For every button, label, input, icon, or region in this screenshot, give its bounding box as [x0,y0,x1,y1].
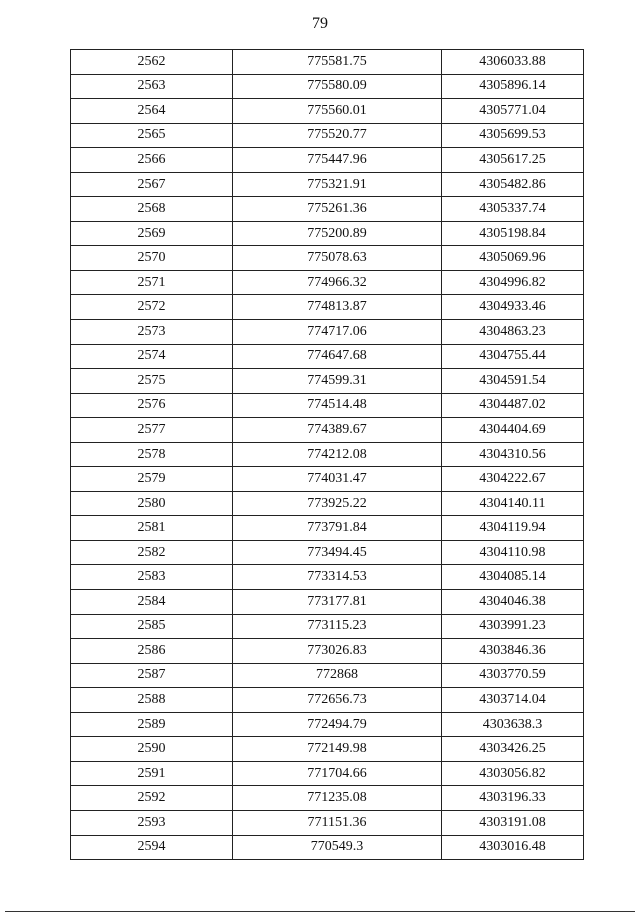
point-id-cell: 2573 [71,320,233,345]
x-coordinate-cell: 775321.91 [233,172,442,197]
table-row [71,369,584,394]
table-row [71,344,584,369]
table-row [71,320,584,345]
point-id-cell: 2575 [71,369,233,394]
point-id-cell: 2572 [71,295,233,320]
y-coordinate-cell: 4305771.04 [442,99,584,124]
point-id-cell: 2587 [71,663,233,688]
point-id-cell: 2593 [71,810,233,835]
table-row [71,99,584,124]
y-coordinate-cell: 4305337.74 [442,197,584,222]
x-coordinate-cell: 774212.08 [233,442,442,467]
table-row [71,786,584,811]
x-coordinate-cell: 774813.87 [233,295,442,320]
table-row [71,688,584,713]
y-coordinate-cell: 4303426.25 [442,737,584,762]
point-id-cell: 2579 [71,467,233,492]
x-coordinate-cell: 773791.84 [233,516,442,541]
x-coordinate-cell: 775560.01 [233,99,442,124]
y-coordinate-cell: 4304085.14 [442,565,584,590]
table-row [71,663,584,688]
y-coordinate-cell: 4304046.38 [442,590,584,615]
x-coordinate-cell: 770549.3 [233,835,442,860]
x-coordinate-cell: 774647.68 [233,344,442,369]
point-id-cell: 2577 [71,418,233,443]
point-id-cell: 2581 [71,516,233,541]
point-id-cell: 2583 [71,565,233,590]
x-coordinate-cell: 773925.22 [233,491,442,516]
point-id-cell: 2570 [71,246,233,271]
y-coordinate-cell: 4304404.69 [442,418,584,443]
y-coordinate-cell: 4304933.46 [442,295,584,320]
y-coordinate-cell: 4304140.11 [442,491,584,516]
x-coordinate-cell: 771235.08 [233,786,442,811]
point-id-cell: 2562 [71,50,233,75]
y-coordinate-cell: 4304222.67 [442,467,584,492]
point-id-cell: 2564 [71,99,233,124]
y-coordinate-cell: 4304310.56 [442,442,584,467]
point-id-cell: 2592 [71,786,233,811]
point-id-cell: 2591 [71,761,233,786]
x-coordinate-cell: 774717.06 [233,320,442,345]
table-row [71,467,584,492]
point-id-cell: 2574 [71,344,233,369]
x-coordinate-cell: 774514.48 [233,393,442,418]
x-coordinate-cell: 774389.67 [233,418,442,443]
y-coordinate-cell: 4304591.54 [442,369,584,394]
table-row [71,74,584,99]
y-coordinate-cell: 4304110.98 [442,540,584,565]
x-coordinate-cell: 771704.66 [233,761,442,786]
x-coordinate-cell: 775520.77 [233,123,442,148]
coordinate-table-body [71,50,584,860]
table-row [71,221,584,246]
table-row [71,50,584,75]
table-row [71,614,584,639]
point-id-cell: 2568 [71,197,233,222]
table-row [71,712,584,737]
y-coordinate-cell: 4305699.53 [442,123,584,148]
table-row [71,197,584,222]
table-row [71,540,584,565]
table-row [71,442,584,467]
point-id-cell: 2590 [71,737,233,762]
x-coordinate-cell: 773177.81 [233,590,442,615]
table-row [71,418,584,443]
point-id-cell: 2594 [71,835,233,860]
y-coordinate-cell: 4303770.59 [442,663,584,688]
table-row [71,810,584,835]
table-row [71,761,584,786]
x-coordinate-cell: 774031.47 [233,467,442,492]
x-coordinate-cell: 775261.36 [233,197,442,222]
table-row [71,148,584,173]
table-row [71,172,584,197]
y-coordinate-cell: 4303714.04 [442,688,584,713]
point-id-cell: 2565 [71,123,233,148]
y-coordinate-cell: 4303191.08 [442,810,584,835]
y-coordinate-cell: 4303056.82 [442,761,584,786]
point-id-cell: 2586 [71,639,233,664]
point-id-cell: 2580 [71,491,233,516]
table-row [71,590,584,615]
point-id-cell: 2571 [71,270,233,295]
y-coordinate-cell: 4303016.48 [442,835,584,860]
table-row [71,639,584,664]
x-coordinate-cell: 772868 [233,663,442,688]
y-coordinate-cell: 4305482.86 [442,172,584,197]
y-coordinate-cell: 4304755.44 [442,344,584,369]
table-row [71,516,584,541]
table-row [71,565,584,590]
x-coordinate-cell: 774599.31 [233,369,442,394]
y-coordinate-cell: 4304863.23 [442,320,584,345]
y-coordinate-cell: 4303991.23 [442,614,584,639]
x-coordinate-cell: 772656.73 [233,688,442,713]
table-row [71,295,584,320]
table-row [71,270,584,295]
y-coordinate-cell: 4304119.94 [442,516,584,541]
point-id-cell: 2588 [71,688,233,713]
x-coordinate-cell: 774966.32 [233,270,442,295]
table-row [71,835,584,860]
y-coordinate-cell: 4303638.3 [442,712,584,737]
bottom-divider [5,911,635,912]
y-coordinate-cell: 4303196.33 [442,786,584,811]
y-coordinate-cell: 4305198.84 [442,221,584,246]
table-row [71,123,584,148]
x-coordinate-cell: 773494.45 [233,540,442,565]
x-coordinate-cell: 775078.63 [233,246,442,271]
x-coordinate-cell: 773026.83 [233,639,442,664]
point-id-cell: 2569 [71,221,233,246]
x-coordinate-cell: 773314.53 [233,565,442,590]
x-coordinate-cell: 772494.79 [233,712,442,737]
point-id-cell: 2582 [71,540,233,565]
point-id-cell: 2563 [71,74,233,99]
point-id-cell: 2578 [71,442,233,467]
x-coordinate-cell: 775447.96 [233,148,442,173]
table-row [71,737,584,762]
x-coordinate-cell: 775580.09 [233,74,442,99]
y-coordinate-cell: 4306033.88 [442,50,584,75]
coordinate-table [70,49,584,860]
point-id-cell: 2566 [71,148,233,173]
point-id-cell: 2584 [71,590,233,615]
point-id-cell: 2576 [71,393,233,418]
y-coordinate-cell: 4305896.14 [442,74,584,99]
table-row [71,491,584,516]
x-coordinate-cell: 775581.75 [233,50,442,75]
x-coordinate-cell: 775200.89 [233,221,442,246]
x-coordinate-cell: 773115.23 [233,614,442,639]
y-coordinate-cell: 4304996.82 [442,270,584,295]
y-coordinate-cell: 4303846.36 [442,639,584,664]
x-coordinate-cell: 772149.98 [233,737,442,762]
y-coordinate-cell: 4305617.25 [442,148,584,173]
page-number: 79 [312,15,328,32]
table-row [71,246,584,271]
x-coordinate-cell: 771151.36 [233,810,442,835]
table-row [71,393,584,418]
point-id-cell: 2567 [71,172,233,197]
y-coordinate-cell: 4304487.02 [442,393,584,418]
y-coordinate-cell: 4305069.96 [442,246,584,271]
point-id-cell: 2585 [71,614,233,639]
point-id-cell: 2589 [71,712,233,737]
